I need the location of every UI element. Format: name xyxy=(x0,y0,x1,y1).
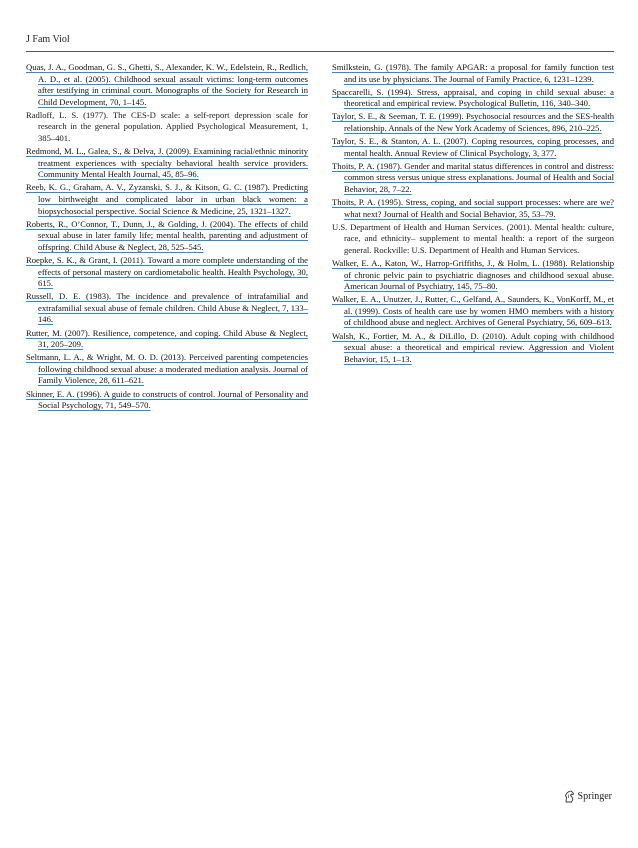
reference-entry[interactable]: Seltmann, L. A., & Wright, M. O. D. (2013). Perceived parenting competencies following childhood sexual abuse: a moderated mediation analysis. Journal of Family Violence, 28, 611–621. xyxy=(26,352,308,386)
reference-entry[interactable]: Taylor, S. E., & Stanton, A. L. (2007). Coping resources, coping processes, and mental health. Annual Review of Clinical Psychology, 3, 377. xyxy=(332,136,614,158)
reference-column-left xyxy=(26,62,308,413)
reference-entry: U.S. Department of Health and Human Services. (2001). Mental health: culture, race, and ethnicity– supplement to mental health: a report of the surgeon general. Rockville: U.S. Department of Health and Human Services. xyxy=(332,221,614,255)
reference-entry[interactable]: Walker, E. A., Unutzer, J., Rutter, C., Gelfand, A., Saunders, K., VonKorff, M., et al. (1999). Costs of health care use by women HMO members with a history of childhood abuse and neglect. Archives of General Psychiatry, 56, 609–613. xyxy=(332,294,614,328)
reference-entry[interactable]: Roepke, S. K., & Grant, I. (2011). Toward a more complete understanding of the effects of personal mastery on cardiometabolic health. Health Psychology, 30, 615. xyxy=(26,255,308,289)
reference-entry[interactable]: Thoits, P. A. (1995). Stress, coping, and social support processes: where are we? what next? Journal of Health and Social Behavior, 35, 53–79. xyxy=(332,197,614,219)
reference-entry[interactable]: Redmond, M. L., Galea, S., & Delva, J. (2009). Examining racial/ethnic minority treatment experiences with specialty behavioral health service providers. Community Mental Health Journal, 45, 85–96. xyxy=(26,146,308,180)
reference-entry[interactable]: Skinner, E. A. (1996). A guide to constructs of control. Journal of Personality and Social Psychology, 71, 549–570. xyxy=(26,388,308,411)
reference-entry[interactable]: Roberts, R., O’Connor, T., Dunn, J., & Golding, J. (2004). The effects of child sexual abuse in later family life; mental health, parenting and adjustment of offspring. Child Abuse & Neglect, 28, 525–545. xyxy=(26,218,308,252)
reference-entry: Radloff, L. S. (1977). The CES-D scale: a self-report depression scale for research in the general population. Applied Psychological Measurement, 1, 385–401. xyxy=(26,109,308,144)
reference-entry[interactable]: Russell, D. E. (1983). The incidence and prevalence of intrafamilial and extrafamilial sexual abuse of female children. Child Abuse & Neglect, 7, 133–146. xyxy=(26,291,308,325)
publisher-name: Springer xyxy=(577,791,612,802)
publisher-footer xyxy=(564,790,612,803)
reference-entry[interactable]: Spaccarelli, S. (1994). Stress, appraisal, and coping in child sexual abuse: a theoretical and empirical review. Psychological Bulletin, 116, 340–340. xyxy=(332,86,614,109)
reference-entry[interactable]: Thoits, P. A. (1987). Gender and marital status differences in control and distress: common stress versus unique stress explanations. Journal of Health and Social Behavior, 28, 7–22. xyxy=(332,160,614,194)
reference-entry[interactable]: Taylor, S. E., & Seeman, T. E. (1999). Psychosocial resources and the SES-health relationship. Annals of the New York Academy of Sciences, 896, 210–225. xyxy=(332,111,614,133)
reference-entry[interactable]: Quas, J. A., Goodman, G. S., Ghetti, S., Alexander, K. W., Edelstein, R., Redlich, A. D., et al. (2005). Childhood sexual assault victims: long-term outcomes after testifying in criminal court. Monographs of the Society for Research in Child Development, 70, 1–145. xyxy=(26,62,308,107)
header-divider xyxy=(26,51,614,52)
reference-entry[interactable]: Reeb, K. G., Graham, A. V., Zyzanski, S. J., & Kitson, G. C. (1987). Predicting low birthweight and complicated labor in urban black women: a biopsychosocial perspective. Social Science & Medicine, 25, 1321–1327. xyxy=(26,182,308,216)
reference-entry[interactable]: Walker, E. A., Katon, W., Harrop-Griffiths, J., & Holm, L. (1988). Relationship of chronic pelvic pain to psychiatric diagnoses and childhood sexual abuse. American Journal of Psychiatry, 145, 75–80. xyxy=(332,258,614,292)
reference-entry[interactable]: Smilkstein, G. (1978). The family APGAR: a proposal for family function test and its use by physicians. The Journal of Family Practice, 6, 1231–1239. xyxy=(332,62,614,84)
springer-horse-icon xyxy=(564,790,575,803)
reference-list xyxy=(26,62,614,413)
running-head: J Fam Viol xyxy=(26,34,70,45)
reference-entry[interactable]: Rutter, M. (2007). Resilience, competence, and coping. Child Abuse & Neglect, 31, 205–209. xyxy=(26,327,308,350)
reference-entry[interactable]: Walsh, K., Fortier, M. A., & DiLillo, D. (2010). Adult coping with childhood sexual abuse: a theoretical and empirical review. Aggression and Violent Behavior, 15, 1–13. xyxy=(332,330,614,364)
reference-column-right xyxy=(332,62,614,413)
